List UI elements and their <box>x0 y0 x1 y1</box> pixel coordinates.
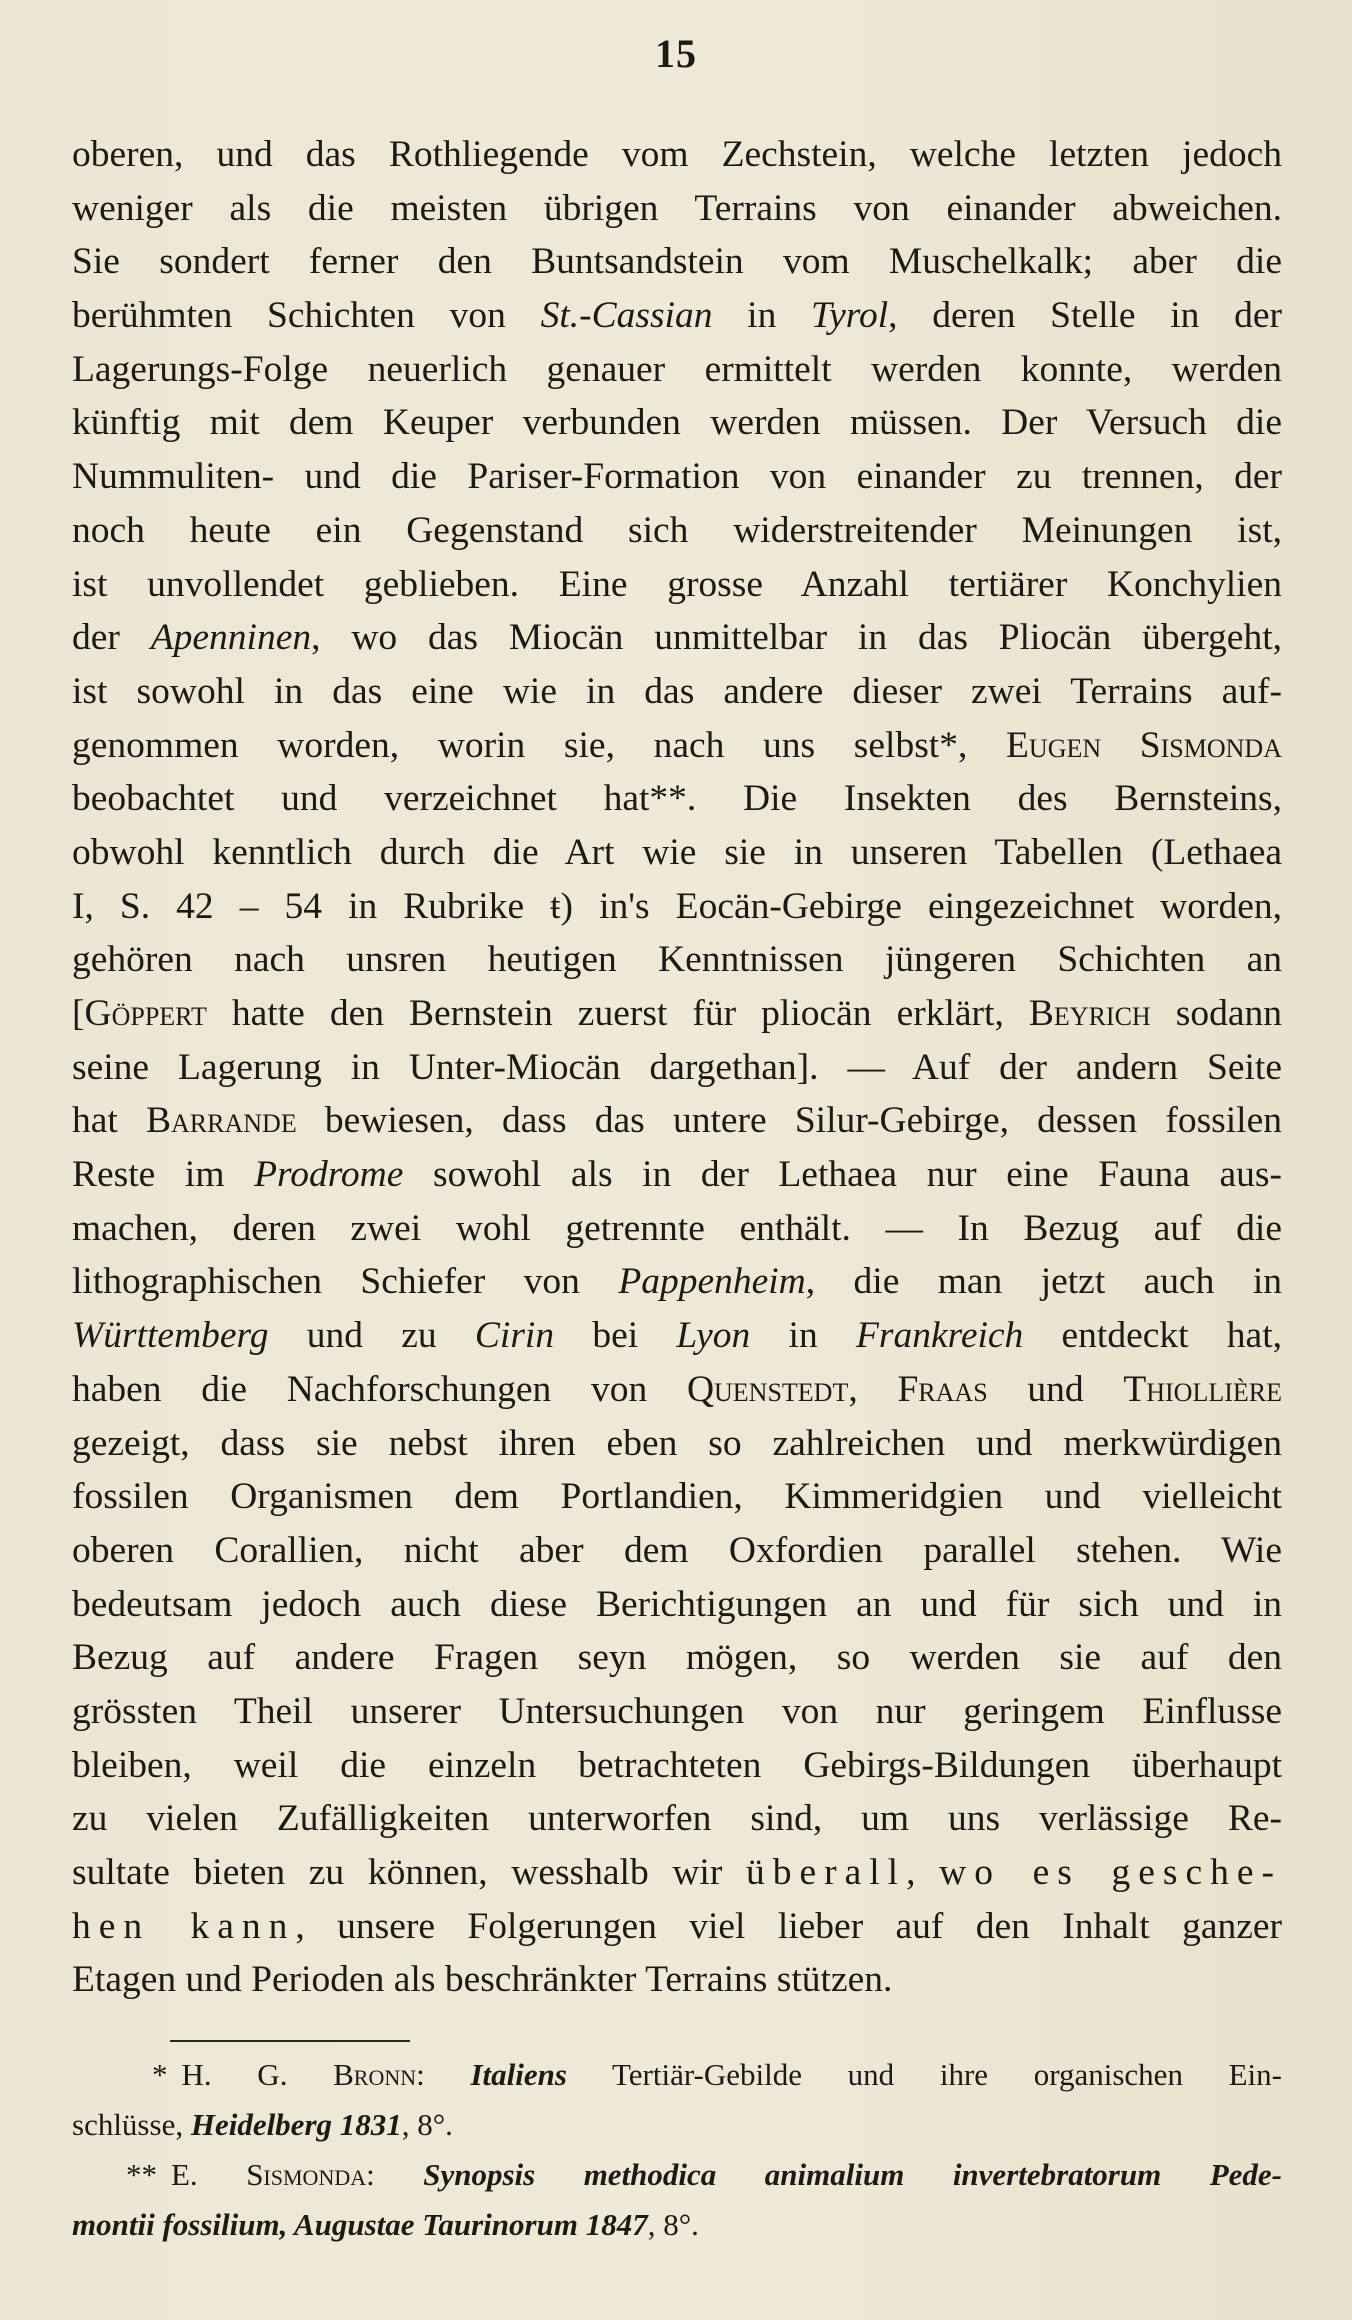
text-span: bleiben, weil die einzeln betrachteten Gebirgs-Bildungen überhaupt <box>72 1744 1282 1786</box>
text-line-15 <box>72 880 1282 934</box>
work-title: Synopsis methodica animalium invertebratorum Pede- <box>423 2157 1282 2192</box>
text-span: Etagen und Perioden als beschränkter Terrains stützen. <box>72 1959 893 2001</box>
place-name: Lyon <box>676 1315 751 1357</box>
place-name: St.-Cassian <box>540 295 713 337</box>
text-span: gezeigt, dass sie nebst ihren eben so zahlreichen und merkwürdigen <box>72 1422 1282 1464</box>
text-line-7 <box>72 450 1282 504</box>
text-span: H. G. <box>181 2057 334 2092</box>
text-span: und <box>987 1368 1124 1410</box>
text-span: künftig mit dem Keuper verbunden werden müssen. Der Versuch die <box>72 402 1282 444</box>
text-span: sultate bieten zu können, wesshalb wir <box>72 1852 746 1893</box>
text-span: E. <box>171 2157 247 2192</box>
text-span: in <box>750 1315 856 1357</box>
text-line-2 <box>72 182 1282 236</box>
text-span: , <box>906 1852 940 1893</box>
author-name: Fraas <box>897 1368 988 1410</box>
text-span: noch heute ein Gegenstand sich widerstreitender Meinungen ist, <box>72 509 1282 551</box>
spaced-text: überall <box>745 1852 907 1893</box>
text-span: und zu <box>268 1315 475 1357</box>
text-span: entdeckt hat, <box>1023 1315 1282 1357</box>
text-span: Nummuliten- und die Pariser-Formation von einander zu trennen, der <box>72 456 1282 498</box>
text-line-25 <box>72 1417 1282 1471</box>
place-name: Württemberg <box>72 1315 269 1357</box>
text-span: [ <box>72 993 85 1034</box>
text-span: hatte den Bernstein zuerst für pliocän erklärt, <box>206 993 1029 1034</box>
text-span: , die man jetzt auch in <box>805 1261 1282 1303</box>
page-number: 15 <box>655 31 697 76</box>
text-span: grössten Theil unserer Untersuchungen von nur geringem Einflusse <box>72 1690 1282 1732</box>
text-span: obwohl kenntlich durch die Art wie sie in unseren Tabellen (Lethaea <box>72 831 1282 873</box>
text-span: ist unvollendet geblieben. Eine grosse Anzahl tertiärer Konchylien <box>72 563 1282 605</box>
text-span: gehören nach unsren heutigen Kenntnissen jüngeren Schichten an <box>72 939 1282 981</box>
footnote-2-line-2 <box>72 2200 1282 2250</box>
text-line-33 <box>72 1846 1282 1900</box>
footnote-mark: * <box>152 2057 168 2092</box>
text-line-30 <box>72 1685 1282 1739</box>
text-span: in <box>712 295 812 337</box>
text-line-14 <box>72 826 1282 880</box>
text-span: Bezug auf andere Fragen seyn mögen, so werden sie auf den <box>72 1637 1282 1679</box>
author-name: Beyrich <box>1028 993 1151 1034</box>
text-line-3 <box>72 235 1282 289</box>
text-span: bei <box>554 1315 677 1357</box>
text-span: haben die Nachforschungen von <box>72 1368 687 1410</box>
text-line-31 <box>72 1739 1282 1793</box>
text-line-17 <box>72 987 1282 1041</box>
text-line-35 <box>72 1953 1282 2007</box>
work-title: Italiens <box>470 2057 567 2092</box>
text-span: , <box>848 1368 898 1410</box>
text-span: lithographischen Schiefer von <box>72 1261 619 1303</box>
text-span: weniger als die meisten übrigen Terrains von einander abweichen. <box>72 187 1282 229</box>
text-span: zu vielen Zufälligkeiten unterworfen sind, um uns verlässige Re- <box>72 1798 1282 1840</box>
author-name: Eugen Sismonda <box>1006 724 1282 766</box>
footnote-1-line-1 <box>72 2050 1282 2100</box>
text-line-32 <box>72 1792 1282 1846</box>
text-span: berühmten Schichten von <box>72 295 541 337</box>
work-title: Prodrome <box>254 1154 404 1196</box>
text-span: machen, deren zwei wohl getrennte enthält. — In Bezug auf die <box>72 1207 1282 1249</box>
text-line-10 <box>72 611 1282 665</box>
text-span: genommen worden, worin sie, nach uns selbst*, <box>72 724 1007 766</box>
footnotes <box>72 2050 1282 2250</box>
text-span: , wo das Miocän unmittelbar in das Pliocän übergeht, <box>311 617 1282 659</box>
text-span: , unsere Folgerungen viel lieber auf den Inhalt ganzer <box>295 1905 1282 1947</box>
footnote-1-line-2 <box>72 2100 1282 2150</box>
place-name: Pappenheim <box>618 1261 806 1303</box>
text-span: Lagerungs-Folge neuerlich genauer ermittelt werden konnte, werden <box>72 348 1282 390</box>
footnote-2-line-1 <box>72 2150 1282 2200</box>
text-span: fossilen Organismen dem Portlandien, Kimmeridgien und vielleicht <box>72 1476 1282 1518</box>
text-span: Sie sondert ferner den Buntsandstein vom Muschelkalk; aber die <box>72 241 1282 283</box>
place-name: Cirin <box>474 1315 555 1357</box>
author-name: Bronn <box>333 2057 417 2092</box>
text-line-34 <box>72 1900 1282 1954</box>
text-line-16 <box>72 933 1282 987</box>
text-line-29 <box>72 1631 1282 1685</box>
text-span: : <box>366 2157 424 2192</box>
text-span: schlüsse, <box>72 2107 191 2142</box>
footnote-mark: ** <box>126 2157 157 2192</box>
text-line-21 <box>72 1202 1282 1256</box>
text-span: sowohl als in der Lethaea nur eine Fauna aus- <box>403 1154 1282 1196</box>
author-name: Thiollière <box>1123 1368 1282 1410</box>
text-line-23 <box>72 1309 1282 1363</box>
text-line-22 <box>72 1255 1282 1309</box>
text-line-18 <box>72 1041 1282 1095</box>
text-line-20 <box>72 1148 1282 1202</box>
text-span: hat <box>72 1100 147 1142</box>
text-span: Tertiär-Gebilde und ihre organischen Ein- <box>566 2057 1282 2092</box>
text-line-26 <box>72 1470 1282 1524</box>
text-span: , 8°. <box>647 2207 699 2242</box>
text-line-27 <box>72 1524 1282 1578</box>
author-name: Sismonda <box>246 2157 367 2192</box>
text-line-9 <box>72 558 1282 612</box>
spaced-text: hen kann <box>72 1905 296 1947</box>
place-name: Frankreich <box>855 1315 1024 1357</box>
text-line-11 <box>72 665 1282 719</box>
author-name: Göppert <box>84 993 207 1034</box>
text-span: : <box>416 2057 471 2092</box>
spaced-text: wo es gesche- <box>939 1852 1282 1893</box>
footnote-divider <box>170 2040 410 2042</box>
imprint: Heidelberg 1831 <box>190 2107 402 2142</box>
text-line-24 <box>72 1363 1282 1417</box>
text-line-19 <box>72 1094 1282 1148</box>
text-line-8 <box>72 504 1282 558</box>
text-span: bewiesen, dass das untere Silur-Gebirge, dessen fossilen <box>296 1100 1282 1142</box>
work-title: montii fossilium, Augustae Taurinorum 1847 <box>72 2207 648 2242</box>
place-name: Apenninen <box>150 617 312 659</box>
text-span: seine Lagerung in Unter-Miocän dargethan]. — Auf der andern Seite <box>72 1046 1282 1088</box>
text-span: Reste im <box>72 1154 255 1196</box>
text-span: ist sowohl in das eine wie in das andere dieser zwei Terrains auf- <box>72 670 1282 712</box>
text-line-1 <box>72 128 1282 182</box>
text-line-4 <box>72 289 1282 343</box>
text-span: der <box>72 617 151 659</box>
author-name: Quenstedt <box>686 1368 849 1410</box>
body-text <box>72 128 1282 2007</box>
text-span: , 8°. <box>401 2107 453 2142</box>
text-span: sodann <box>1150 993 1282 1034</box>
text-span: I, S. 42 – 54 in Rubrike ŧ) in's Eocän-Gebirge eingezeichnet worden, <box>72 885 1282 927</box>
text-line-6 <box>72 396 1282 450</box>
text-span: oberen, und das Rothliegende vom Zechstein, welche letzten jedoch <box>72 134 1282 175</box>
text-span: , deren Stelle in der <box>888 295 1283 337</box>
text-span: beobachtet und verzeichnet hat**. Die Insekten des Bernsteins, <box>72 778 1282 820</box>
text-line-28 <box>72 1578 1282 1632</box>
text-span: bedeutsam jedoch auch diese Berichtigungen an und für sich und in <box>72 1583 1282 1625</box>
text-line-12 <box>72 719 1282 773</box>
place-name: Tyrol <box>811 295 889 337</box>
author-name: Barrande <box>146 1100 297 1142</box>
text-line-13 <box>72 772 1282 826</box>
text-span: oberen Corallien, nicht aber dem Oxfordien parallel stehen. Wie <box>72 1529 1282 1571</box>
text-line-5 <box>72 343 1282 397</box>
